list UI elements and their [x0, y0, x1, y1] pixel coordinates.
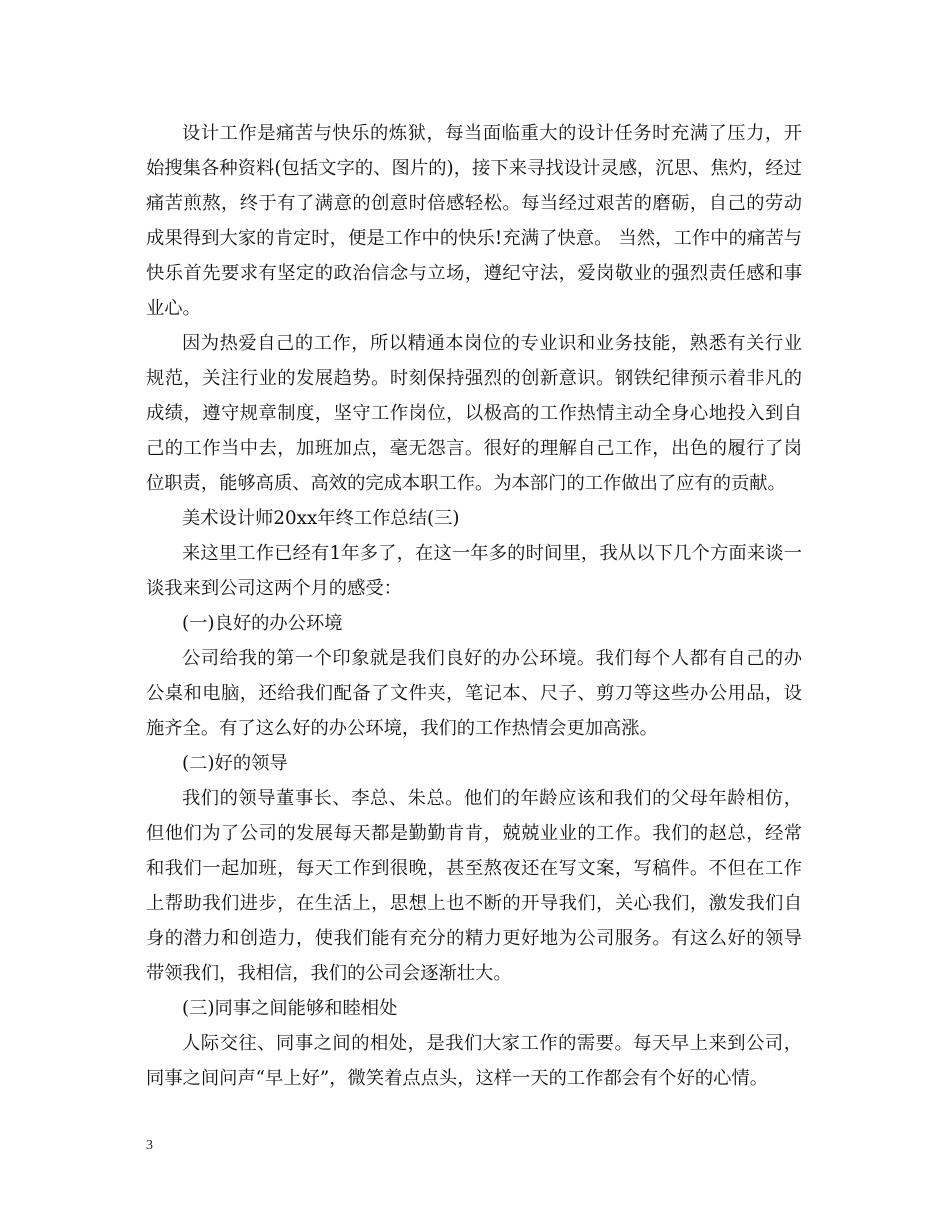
paragraph-colleagues: 人际交往、同事之间的相处，是我们大家工作的需要。每天早上来到公司，同事之间问声“早上好”，微笑着点点头，这样一天的工作都会有个好的心情。	[146, 1033, 802, 1089]
paragraph-good-leaders: 我们的领导董事长、李总、朱总。他们的年龄应该和我们的父母年龄相仿，但他们为了公司的发展每天都是勤勤肯肯，兢兢业业的工作。我们的赵总，经常和我们一起加班，每天工作到很晚，甚至熬夜还在写文案，写稿件。不但在工作上帮助我们进步，在生活上，思想上也不断的开导我们，关心我们，激发我们自身的潜力和创造力，使我们能有充分的精力更好地为公司服务。有这么好的领导带领我们，我相信，我们的公司会逐渐壮大。	[146, 788, 802, 984]
paragraph-office-environment: 公司给我的第一个印象就是我们良好的办公环境。我们每个人都有自己的办公桌和电脑，还给我们配备了文件夹，笔记本、尺子、剪刀等这些办公用品，设施齐全。有了这么好的办公环境，我们的工作热情会更加高涨。	[146, 648, 802, 739]
paragraph-design-work: 设计工作是痛苦与快乐的炼狱，每当面临重大的设计任务时充满了压力，开始搜集各种资料(包括文字的、图片的)，接下来寻找设计灵感，沉思、焦灼，经过痛苦煎熬，终于有了满意的创意时倍感轻松。每当经过艰苦的磨砺，自己的劳动成果得到大家的肯定时，便是工作中的快乐!充满了快意。 当然，工作中的痛苦与快乐首先要求有坚定的政治信念与立场，遵纪守法，爱岗敬业的强烈责任感和事业心。	[146, 123, 802, 319]
section-heading-summary-three: 美术设计师20xx年终工作总结(三)	[182, 508, 460, 529]
document-body	[146, 116, 802, 1096]
page-number: 3	[146, 1138, 153, 1153]
subheading-office-environment: (一)良好的办公环境	[182, 613, 343, 634]
paragraph-love-of-work: 因为热爱自己的工作，所以精通本岗位的专业识和业务技能，熟悉有关行业规范，关注行业的发展趋势。时刻保持强烈的创新意识。钢铁纪律预示着非凡的成绩，遵守规章制度，坚守工作岗位，以极高的工作热情主动全身心地投入到自己的工作当中去，加班加点，毫无怨言。很好的理解自己工作，出色的履行了岗位职责，能够高质、高效的完成本职工作。为本部门的工作做出了应有的贡献。	[146, 333, 802, 494]
subheading-colleagues: (三)同事之间能够和睦相处	[182, 998, 398, 1019]
subheading-good-leaders: (二)好的领导	[182, 753, 288, 774]
paragraph-intro: 来这里工作已经有1年多了，在这一年多的时间里，我从以下几个方面来谈一谈我来到公司这两个月的感受：	[146, 543, 802, 599]
